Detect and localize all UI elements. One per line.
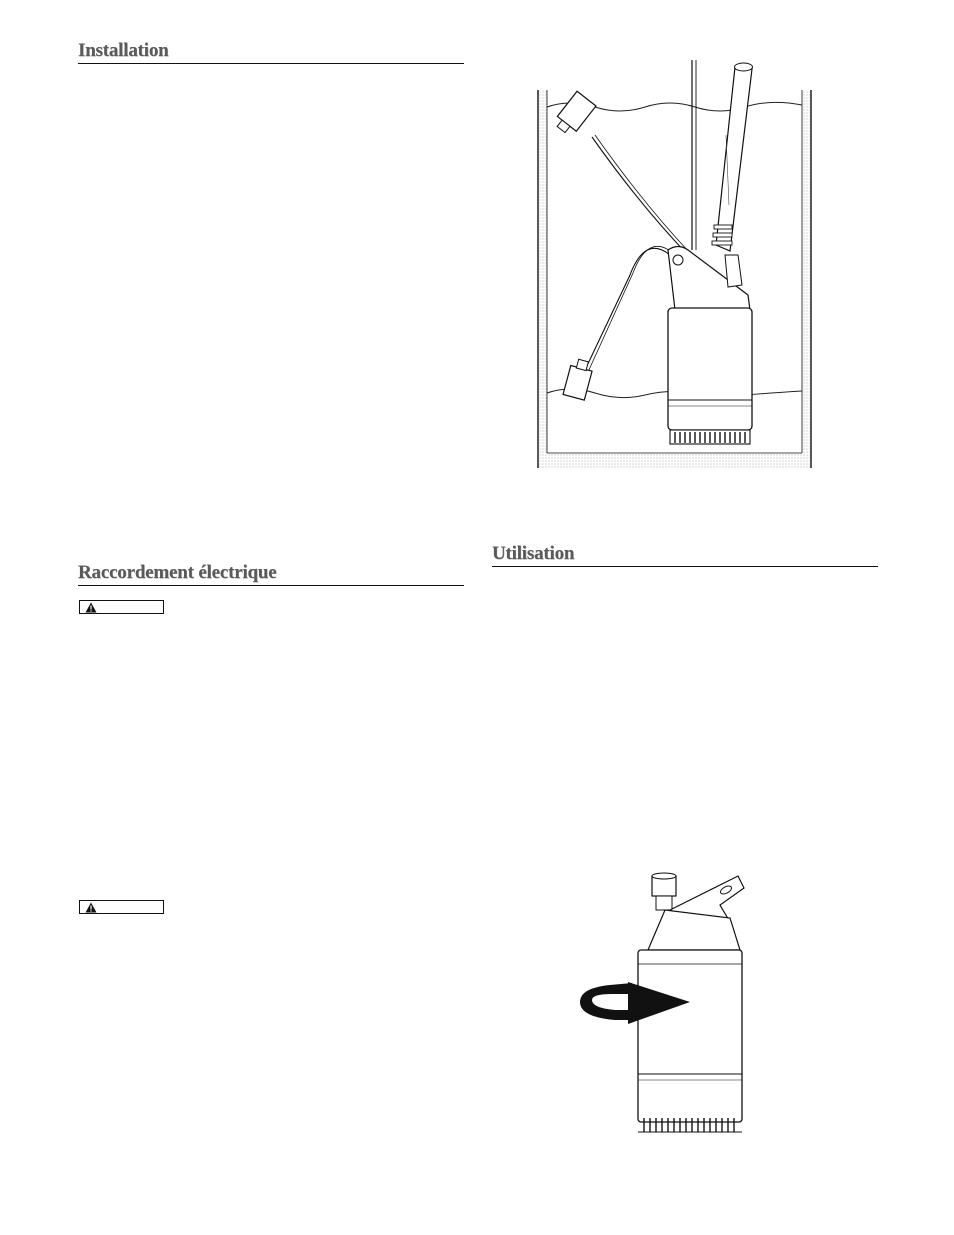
warning-label-box xyxy=(79,900,164,914)
heading-electrical-connection: Raccordement électrique xyxy=(78,562,464,586)
pump-installation-figure xyxy=(530,55,820,475)
warning-triangle-icon xyxy=(85,602,97,613)
heading-installation: Installation xyxy=(78,40,464,64)
warning-triangle-icon xyxy=(85,902,97,913)
pump-rotation-figure xyxy=(570,870,760,1140)
warning-label-box xyxy=(79,600,164,614)
heading-operation: Utilisation xyxy=(492,543,878,567)
